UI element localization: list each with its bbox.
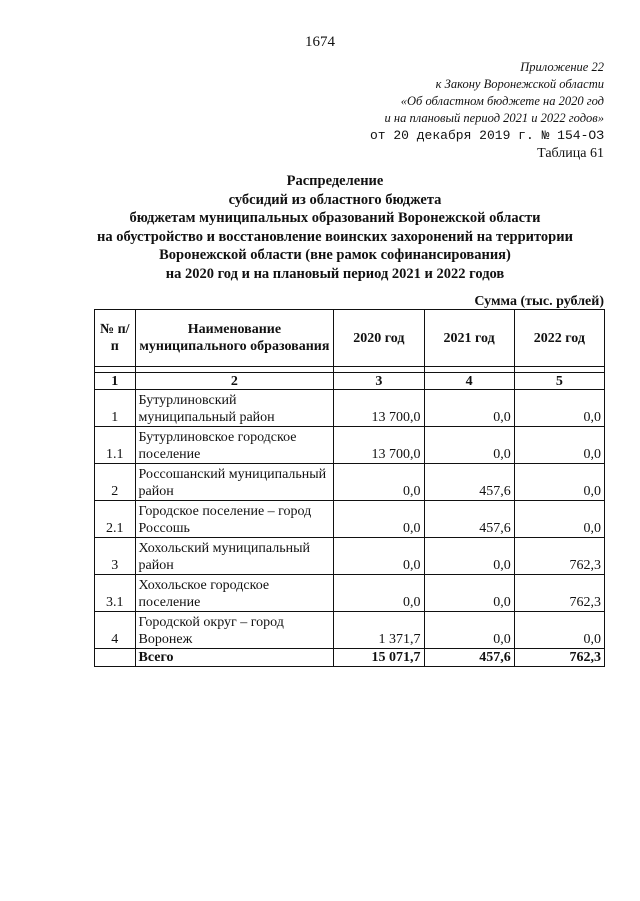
table-row	[95, 464, 605, 501]
amount-2022: 0,0	[514, 612, 604, 649]
row-number: 2	[95, 464, 136, 501]
amount-2021: 0,0	[424, 538, 514, 575]
amount-2021: 0,0	[424, 612, 514, 649]
annex-line: и на плановый период 2021 и 2022 годов»	[384, 111, 604, 125]
units-label: Сумма (тыс. рублей)	[474, 294, 604, 309]
municipality-name: Хохольский муниципальный район	[135, 538, 334, 575]
amount-2020: 0,0	[334, 538, 424, 575]
amount-2022: 0,0	[514, 501, 604, 538]
annex-header	[370, 59, 604, 162]
amount-2020: 0,0	[334, 575, 424, 612]
title-line: на обустройство и восстановление воинских захоронений на территории	[97, 228, 573, 245]
amount-2021: 0,0	[424, 427, 514, 464]
table-row	[95, 612, 605, 649]
header-2022: 2022 год	[514, 310, 604, 367]
table-row	[95, 538, 605, 575]
amount-2020: 13 700,0	[334, 390, 424, 427]
total-empty-cell	[95, 649, 136, 667]
row-number: 3.1	[95, 575, 136, 612]
municipality-name: Городской округ – город Воронеж	[135, 612, 334, 649]
table-row	[95, 501, 605, 538]
law-date: от 20 декабря 2019 г. № 154-ОЗ	[369, 128, 604, 143]
title-line: Распределение	[286, 173, 384, 189]
amount-2022: 762,3	[514, 575, 604, 612]
title-line: бюджетам муниципальных образований Воронежской области	[129, 210, 541, 226]
title-line: на 2020 год и на плановый период 2021 и 2022 годов	[165, 265, 505, 282]
amount-2022: 762,3	[514, 538, 604, 575]
annex-line: к Закону Воронежской области	[435, 77, 604, 91]
header-2020: 2020 год	[334, 310, 424, 367]
total-2021: 457,6	[424, 649, 514, 667]
header-2021: 2021 год	[424, 310, 514, 367]
amount-2020: 0,0	[334, 464, 424, 501]
municipality-name: Россошанский муниципальный район	[135, 464, 334, 501]
total-2022: 762,3	[514, 649, 604, 667]
column-number: 3	[334, 373, 424, 390]
row-number: 2.1	[95, 501, 136, 538]
total-2020: 15 071,7	[334, 649, 424, 667]
annex-line: Приложение 22	[520, 60, 604, 74]
document-title	[40, 172, 630, 283]
amount-2021: 457,6	[424, 501, 514, 538]
amount-2022: 0,0	[514, 390, 604, 427]
table-row	[95, 575, 605, 612]
table-row	[95, 427, 605, 464]
amount-2020: 13 700,0	[334, 427, 424, 464]
total-row	[95, 649, 605, 667]
row-number: 1	[95, 390, 136, 427]
row-number: 4	[95, 612, 136, 649]
amount-2022: 0,0	[514, 427, 604, 464]
amount-2022: 0,0	[514, 464, 604, 501]
amount-2021: 457,6	[424, 464, 514, 501]
title-line: субсидий из областного бюджета	[228, 191, 442, 208]
municipality-name: Хохольское городское поселение	[135, 575, 334, 612]
annex-line: «Об областном бюджете на 2020 год	[400, 94, 604, 108]
municipality-name: Бутурлиновское городское поселение	[135, 427, 334, 464]
amount-2020: 1 371,7	[334, 612, 424, 649]
total-label: Всего	[135, 649, 334, 667]
amount-2020: 0,0	[334, 501, 424, 538]
header-row	[95, 310, 605, 367]
column-number: 4	[424, 373, 514, 390]
column-number: 2	[135, 373, 334, 390]
header-name: Наименование муниципального образования	[135, 310, 334, 367]
amount-2021: 0,0	[424, 575, 514, 612]
table-row	[95, 390, 605, 427]
municipality-name: Бутурлиновский муниципальный район	[135, 390, 334, 427]
column-number: 1	[95, 373, 136, 390]
column-number: 5	[514, 373, 604, 390]
subsidy-table	[94, 309, 605, 667]
title-line: Воронежской области (вне рамок софинансирования)	[159, 247, 511, 263]
row-number: 1.1	[95, 427, 136, 464]
page-number: 1674	[305, 34, 335, 50]
municipality-name: Городское поселение – город Россошь	[135, 501, 334, 538]
header-num: № п/п	[95, 310, 136, 367]
column-numbers-row	[95, 373, 605, 390]
row-number: 3	[95, 538, 136, 575]
amount-2021: 0,0	[424, 390, 514, 427]
table-number: Таблица 61	[537, 146, 604, 161]
